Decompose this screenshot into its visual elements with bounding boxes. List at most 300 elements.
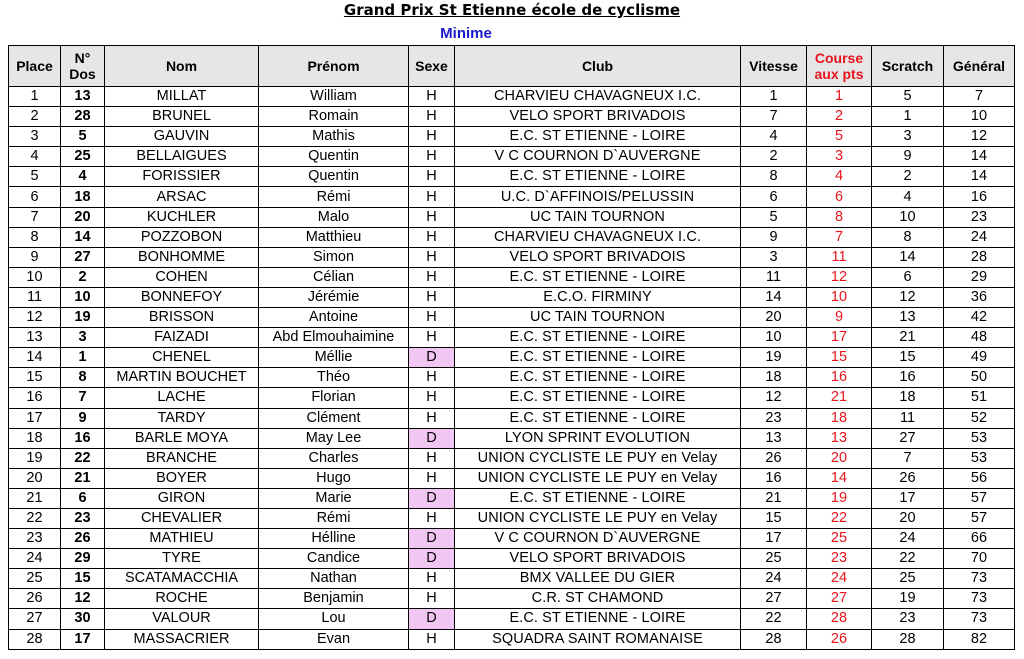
cell-nom: FAIZADI (105, 328, 259, 348)
cell-general: 14 (944, 167, 1015, 187)
cell-prenom: May Lee (259, 428, 409, 448)
cell-sexe: H (409, 448, 455, 468)
table-row (9, 207, 1015, 227)
cell-club: E.C. ST ETIENNE - LOIRE (455, 368, 741, 388)
cell-prenom: Abd Elmouhaimine (259, 328, 409, 348)
cell-vitesse: 19 (741, 348, 807, 368)
table-row (9, 328, 1015, 348)
cell-scratch: 7 (872, 448, 944, 468)
cell-course: 8 (807, 207, 872, 227)
cell-scratch: 6 (872, 267, 944, 287)
cell-dos: 8 (61, 368, 105, 388)
cell-prenom: Benjamin (259, 589, 409, 609)
cell-course: 19 (807, 488, 872, 508)
cell-club: E.C. ST ETIENNE - LOIRE (455, 388, 741, 408)
cell-course: 26 (807, 629, 872, 649)
results-table (8, 45, 1015, 650)
header-dos (61, 46, 105, 87)
cell-nom: MILLAT (105, 87, 259, 107)
cell-dos: 14 (61, 227, 105, 247)
cell-place: 10 (9, 267, 61, 287)
table-row (9, 488, 1015, 508)
header-course-line1: Course (814, 50, 864, 66)
cell-course: 23 (807, 549, 872, 569)
cell-prenom: Rémi (259, 508, 409, 528)
cell-dos: 29 (61, 549, 105, 569)
table-row (9, 308, 1015, 328)
cell-general: 73 (944, 569, 1015, 589)
cell-club: E.C. ST ETIENNE - LOIRE (455, 127, 741, 147)
table-row (9, 609, 1015, 629)
cell-vitesse: 4 (741, 127, 807, 147)
cell-nom: TYRE (105, 549, 259, 569)
cell-general: 14 (944, 147, 1015, 167)
table-row (9, 569, 1015, 589)
cell-sexe: H (409, 127, 455, 147)
cell-place: 8 (9, 227, 61, 247)
cell-prenom: Simon (259, 247, 409, 267)
header-course-line2: aux pts (814, 66, 864, 82)
cell-club: E.C. ST ETIENNE - LOIRE (455, 609, 741, 629)
cell-general: 82 (944, 629, 1015, 649)
cell-nom: MARTIN BOUCHET (105, 368, 259, 388)
cell-place: 21 (9, 488, 61, 508)
cell-nom: SCATAMACCHIA (105, 569, 259, 589)
cell-general: 7 (944, 87, 1015, 107)
cell-club: UNION CYCLISTE LE PUY en Velay (455, 508, 741, 528)
cell-nom: BONNEFOY (105, 287, 259, 307)
cell-prenom: Théo (259, 368, 409, 388)
cell-place: 17 (9, 408, 61, 428)
cell-general: 16 (944, 187, 1015, 207)
cell-course: 7 (807, 227, 872, 247)
cell-nom: LACHE (105, 388, 259, 408)
cell-general: 53 (944, 428, 1015, 448)
cell-vitesse: 27 (741, 589, 807, 609)
cell-general: 57 (944, 488, 1015, 508)
cell-prenom: Mathis (259, 127, 409, 147)
cell-vitesse: 10 (741, 328, 807, 348)
cell-general: 50 (944, 368, 1015, 388)
cell-general: 49 (944, 348, 1015, 368)
header-dos-line1: N° (74, 50, 91, 66)
cell-place: 2 (9, 107, 61, 127)
header-prenom: Prénom (259, 46, 409, 87)
cell-sexe: D (409, 529, 455, 549)
table-row (9, 368, 1015, 388)
cell-course: 14 (807, 468, 872, 488)
cell-club: BMX VALLEE DU GIER (455, 569, 741, 589)
cell-prenom: Célian (259, 267, 409, 287)
cell-scratch: 10 (872, 207, 944, 227)
cell-place: 22 (9, 508, 61, 528)
cell-vitesse: 7 (741, 107, 807, 127)
cell-nom: BRUNEL (105, 107, 259, 127)
cell-dos: 3 (61, 328, 105, 348)
cell-nom: TARDY (105, 408, 259, 428)
cell-club: VELO SPORT BRIVADOIS (455, 107, 741, 127)
cell-nom: CHEVALIER (105, 508, 259, 528)
cell-general: 23 (944, 207, 1015, 227)
cell-scratch: 20 (872, 508, 944, 528)
cell-place: 26 (9, 589, 61, 609)
cell-course: 5 (807, 127, 872, 147)
cell-sexe: H (409, 287, 455, 307)
header-place: Place (9, 46, 61, 87)
cell-place: 13 (9, 328, 61, 348)
cell-vitesse: 3 (741, 247, 807, 267)
cell-sexe: D (409, 609, 455, 629)
cell-sexe: H (409, 468, 455, 488)
table-header-row (9, 46, 1015, 87)
table-row (9, 247, 1015, 267)
cell-scratch: 15 (872, 348, 944, 368)
cell-scratch: 18 (872, 388, 944, 408)
cell-dos: 10 (61, 287, 105, 307)
cell-sexe: H (409, 368, 455, 388)
cell-club: CHARVIEU CHAVAGNEUX I.C. (455, 227, 741, 247)
cell-vitesse: 5 (741, 207, 807, 227)
cell-dos: 23 (61, 508, 105, 528)
cell-dos: 27 (61, 247, 105, 267)
cell-place: 14 (9, 348, 61, 368)
cell-dos: 18 (61, 187, 105, 207)
cell-club: E.C. ST ETIENNE - LOIRE (455, 348, 741, 368)
cell-course: 3 (807, 147, 872, 167)
cell-scratch: 11 (872, 408, 944, 428)
cell-place: 28 (9, 629, 61, 649)
cell-dos: 19 (61, 308, 105, 328)
cell-course: 15 (807, 348, 872, 368)
cell-place: 23 (9, 529, 61, 549)
cell-dos: 26 (61, 529, 105, 549)
table-row (9, 107, 1015, 127)
cell-club: UC TAIN TOURNON (455, 207, 741, 227)
cell-club: VELO SPORT BRIVADOIS (455, 549, 741, 569)
cell-general: 56 (944, 468, 1015, 488)
cell-place: 18 (9, 428, 61, 448)
cell-general: 73 (944, 609, 1015, 629)
table-row (9, 428, 1015, 448)
cell-prenom: Quentin (259, 147, 409, 167)
cell-vitesse: 8 (741, 167, 807, 187)
cell-club: UNION CYCLISTE LE PUY en Velay (455, 468, 741, 488)
cell-vitesse: 16 (741, 468, 807, 488)
header-course (807, 46, 872, 87)
cell-course: 24 (807, 569, 872, 589)
cell-scratch: 1 (872, 107, 944, 127)
cell-sexe: H (409, 227, 455, 247)
cell-dos: 20 (61, 207, 105, 227)
cell-club: CHARVIEU CHAVAGNEUX I.C. (455, 87, 741, 107)
cell-course: 21 (807, 388, 872, 408)
cell-sexe: H (409, 107, 455, 127)
cell-vitesse: 21 (741, 488, 807, 508)
cell-prenom: Marie (259, 488, 409, 508)
cell-nom: BARLE MOYA (105, 428, 259, 448)
cell-sexe: H (409, 388, 455, 408)
cell-sexe: D (409, 488, 455, 508)
cell-general: 24 (944, 227, 1015, 247)
cell-prenom: Malo (259, 207, 409, 227)
cell-general: 73 (944, 589, 1015, 609)
cell-sexe: H (409, 408, 455, 428)
cell-nom: VALOUR (105, 609, 259, 629)
cell-nom: BRISSON (105, 308, 259, 328)
header-vitesse: Vitesse (741, 46, 807, 87)
cell-sexe: H (409, 308, 455, 328)
cell-sexe: H (409, 328, 455, 348)
category-title: Minime (440, 25, 492, 42)
table-row (9, 127, 1015, 147)
cell-scratch: 22 (872, 549, 944, 569)
cell-dos: 6 (61, 488, 105, 508)
cell-general: 48 (944, 328, 1015, 348)
cell-sexe: H (409, 589, 455, 609)
cell-scratch: 27 (872, 428, 944, 448)
cell-sexe: H (409, 569, 455, 589)
cell-place: 19 (9, 448, 61, 468)
cell-dos: 25 (61, 147, 105, 167)
cell-dos: 9 (61, 408, 105, 428)
cell-scratch: 28 (872, 629, 944, 649)
cell-scratch: 19 (872, 589, 944, 609)
cell-vitesse: 25 (741, 549, 807, 569)
cell-general: 28 (944, 247, 1015, 267)
cell-club: E.C. ST ETIENNE - LOIRE (455, 267, 741, 287)
cell-scratch: 14 (872, 247, 944, 267)
cell-place: 1 (9, 87, 61, 107)
cell-club: E.C. ST ETIENNE - LOIRE (455, 408, 741, 428)
cell-nom: ARSAC (105, 187, 259, 207)
cell-scratch: 4 (872, 187, 944, 207)
header-general: Général (944, 46, 1015, 87)
cell-vitesse: 12 (741, 388, 807, 408)
cell-club: C.R. ST CHAMOND (455, 589, 741, 609)
cell-place: 5 (9, 167, 61, 187)
cell-place: 4 (9, 147, 61, 167)
cell-dos: 4 (61, 167, 105, 187)
cell-prenom: Florian (259, 388, 409, 408)
cell-dos: 7 (61, 388, 105, 408)
cell-nom: MATHIEU (105, 529, 259, 549)
table-row (9, 448, 1015, 468)
table-row (9, 408, 1015, 428)
cell-sexe: D (409, 549, 455, 569)
cell-dos: 28 (61, 107, 105, 127)
cell-dos: 17 (61, 629, 105, 649)
cell-club: LYON SPRINT EVOLUTION (455, 428, 741, 448)
cell-scratch: 8 (872, 227, 944, 247)
cell-course: 12 (807, 267, 872, 287)
cell-sexe: D (409, 348, 455, 368)
cell-club: VELO SPORT BRIVADOIS (455, 247, 741, 267)
cell-nom: BONHOMME (105, 247, 259, 267)
cell-vitesse: 23 (741, 408, 807, 428)
cell-course: 17 (807, 328, 872, 348)
cell-place: 7 (9, 207, 61, 227)
page-title: Grand Prix St Etienne école de cyclisme (343, 1, 681, 19)
cell-scratch: 23 (872, 609, 944, 629)
cell-nom: COHEN (105, 267, 259, 287)
cell-vitesse: 1 (741, 87, 807, 107)
cell-nom: BOYER (105, 468, 259, 488)
cell-prenom: Rémi (259, 187, 409, 207)
table-row (9, 167, 1015, 187)
cell-dos: 16 (61, 428, 105, 448)
cell-dos: 22 (61, 448, 105, 468)
cell-club: V C COURNON D`AUVERGNE (455, 529, 741, 549)
table-row (9, 589, 1015, 609)
cell-course: 1 (807, 87, 872, 107)
cell-prenom: Romain (259, 107, 409, 127)
cell-course: 10 (807, 287, 872, 307)
cell-dos: 12 (61, 589, 105, 609)
cell-place: 27 (9, 609, 61, 629)
cell-prenom: Nathan (259, 569, 409, 589)
cell-course: 9 (807, 308, 872, 328)
cell-club: V C COURNON D`AUVERGNE (455, 147, 741, 167)
cell-general: 29 (944, 267, 1015, 287)
cell-general: 70 (944, 549, 1015, 569)
cell-scratch: 13 (872, 308, 944, 328)
table-row (9, 348, 1015, 368)
cell-nom: KUCHLER (105, 207, 259, 227)
cell-scratch: 12 (872, 287, 944, 307)
cell-nom: BRANCHE (105, 448, 259, 468)
header-dos-line2: Dos (69, 66, 96, 82)
table-row (9, 187, 1015, 207)
cell-general: 66 (944, 529, 1015, 549)
cell-course: 22 (807, 508, 872, 528)
cell-course: 27 (807, 589, 872, 609)
cell-prenom: Méllie (259, 348, 409, 368)
cell-club: SQUADRA SAINT ROMANAISE (455, 629, 741, 649)
cell-nom: GIRON (105, 488, 259, 508)
cell-scratch: 25 (872, 569, 944, 589)
cell-nom: BELLAIGUES (105, 147, 259, 167)
cell-place: 12 (9, 308, 61, 328)
cell-vitesse: 26 (741, 448, 807, 468)
cell-vitesse: 18 (741, 368, 807, 388)
cell-prenom: William (259, 87, 409, 107)
cell-dos: 15 (61, 569, 105, 589)
cell-scratch: 16 (872, 368, 944, 388)
cell-scratch: 24 (872, 529, 944, 549)
cell-dos: 5 (61, 127, 105, 147)
cell-place: 25 (9, 569, 61, 589)
cell-place: 16 (9, 388, 61, 408)
cell-nom: CHENEL (105, 348, 259, 368)
cell-place: 20 (9, 468, 61, 488)
table-body (9, 87, 1015, 650)
cell-vitesse: 28 (741, 629, 807, 649)
cell-place: 24 (9, 549, 61, 569)
cell-vitesse: 15 (741, 508, 807, 528)
table-row (9, 267, 1015, 287)
cell-prenom: Lou (259, 609, 409, 629)
cell-course: 6 (807, 187, 872, 207)
cell-nom: MASSACRIER (105, 629, 259, 649)
cell-course: 2 (807, 107, 872, 127)
cell-club: UNION CYCLISTE LE PUY en Velay (455, 448, 741, 468)
cell-course: 16 (807, 368, 872, 388)
table-row (9, 147, 1015, 167)
cell-general: 36 (944, 287, 1015, 307)
cell-vitesse: 2 (741, 147, 807, 167)
table-row (9, 508, 1015, 528)
cell-vitesse: 11 (741, 267, 807, 287)
header-sexe: Sexe (409, 46, 455, 87)
cell-nom: POZZOBON (105, 227, 259, 247)
cell-club: E.C. ST ETIENNE - LOIRE (455, 167, 741, 187)
cell-prenom: Hélline (259, 529, 409, 549)
cell-scratch: 3 (872, 127, 944, 147)
cell-course: 13 (807, 428, 872, 448)
cell-dos: 21 (61, 468, 105, 488)
cell-nom: ROCHE (105, 589, 259, 609)
table-row (9, 468, 1015, 488)
cell-sexe: H (409, 629, 455, 649)
header-nom: Nom (105, 46, 259, 87)
cell-sexe: H (409, 267, 455, 287)
table-row (9, 549, 1015, 569)
cell-scratch: 9 (872, 147, 944, 167)
table-row (9, 87, 1015, 107)
cell-sexe: H (409, 187, 455, 207)
cell-prenom: Antoine (259, 308, 409, 328)
header-scratch: Scratch (872, 46, 944, 87)
cell-sexe: H (409, 207, 455, 227)
cell-prenom: Evan (259, 629, 409, 649)
cell-prenom: Clément (259, 408, 409, 428)
table-row (9, 629, 1015, 649)
cell-course: 25 (807, 529, 872, 549)
cell-vitesse: 6 (741, 187, 807, 207)
cell-place: 3 (9, 127, 61, 147)
cell-general: 51 (944, 388, 1015, 408)
cell-vitesse: 22 (741, 609, 807, 629)
cell-place: 15 (9, 368, 61, 388)
cell-club: E.C.O. FIRMINY (455, 287, 741, 307)
cell-scratch: 17 (872, 488, 944, 508)
cell-scratch: 5 (872, 87, 944, 107)
cell-place: 6 (9, 187, 61, 207)
cell-nom: FORISSIER (105, 167, 259, 187)
cell-general: 42 (944, 308, 1015, 328)
cell-vitesse: 9 (741, 227, 807, 247)
cell-course: 28 (807, 609, 872, 629)
cell-course: 18 (807, 408, 872, 428)
cell-prenom: Matthieu (259, 227, 409, 247)
cell-general: 12 (944, 127, 1015, 147)
cell-club: UC TAIN TOURNON (455, 308, 741, 328)
cell-prenom: Charles (259, 448, 409, 468)
cell-scratch: 2 (872, 167, 944, 187)
cell-club: E.C. ST ETIENNE - LOIRE (455, 328, 741, 348)
cell-prenom: Candice (259, 549, 409, 569)
cell-general: 52 (944, 408, 1015, 428)
cell-sexe: D (409, 428, 455, 448)
cell-vitesse: 13 (741, 428, 807, 448)
cell-dos: 2 (61, 267, 105, 287)
cell-sexe: H (409, 508, 455, 528)
cell-sexe: H (409, 147, 455, 167)
cell-vitesse: 24 (741, 569, 807, 589)
cell-general: 57 (944, 508, 1015, 528)
table-row (9, 287, 1015, 307)
cell-prenom: Quentin (259, 167, 409, 187)
